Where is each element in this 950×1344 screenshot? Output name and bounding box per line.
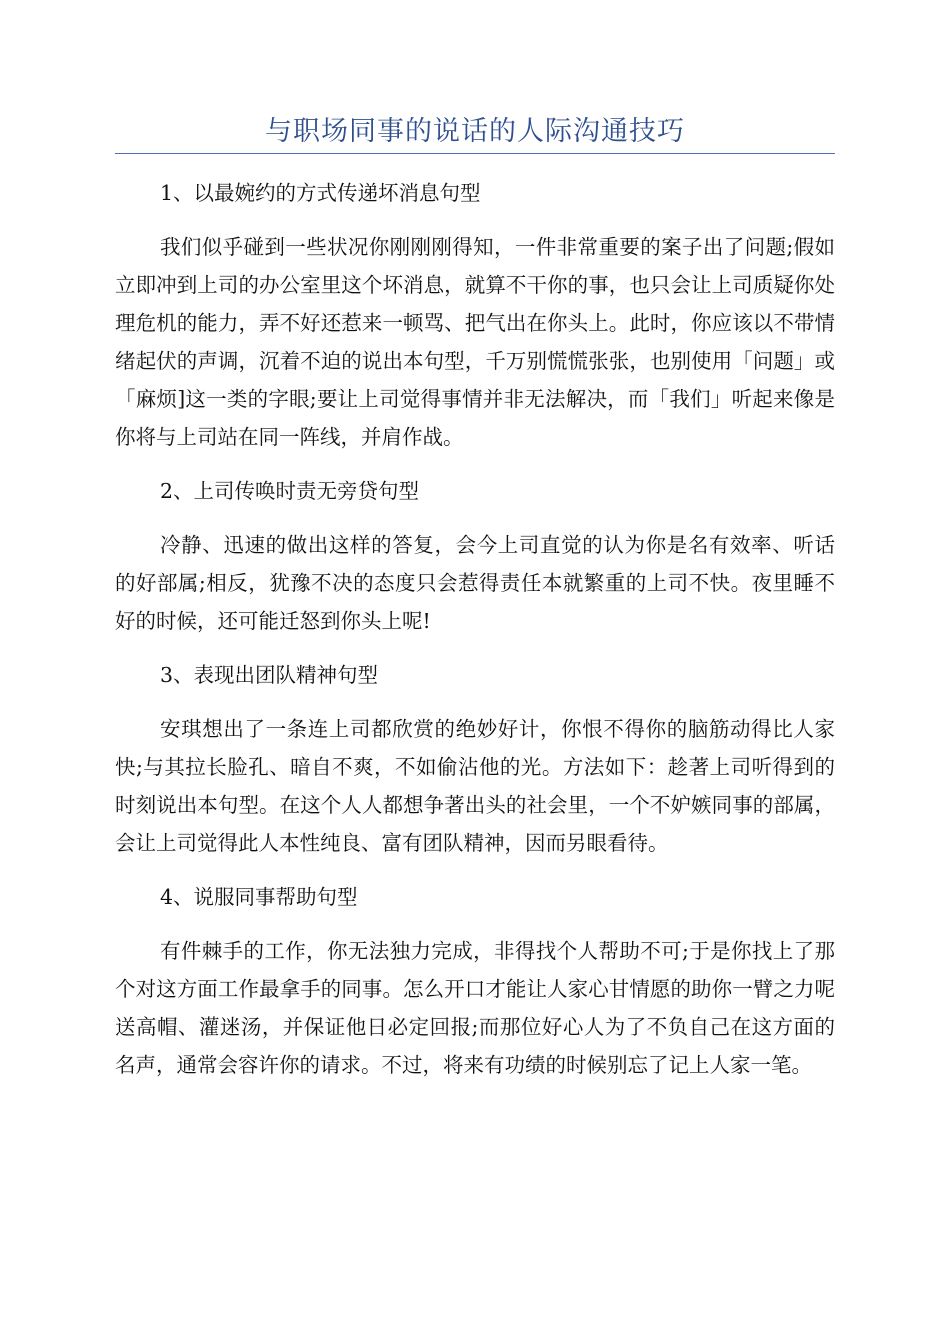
section-paragraph: 有件棘手的工作，你无法独力完成，非得找个人帮助不可;于是你找上了那个对这方面工作最拿手的同事。怎么开口才能让人家心甘情愿的助你一臂之力呢送高帽、灌迷汤，并保证他日必定回报;而那位好心人为了不负自己在这方面的名声，通常会容许你的请求。不过，将来有功绩的时候别忘了记上人家一笔。 xyxy=(115,939,835,1077)
title-underline xyxy=(115,153,835,154)
section-3 xyxy=(115,656,835,878)
section-heading: 1、以最婉约的方式传递坏消息句型 xyxy=(160,181,481,205)
section-heading: 2、上司传唤时责无旁贷句型 xyxy=(160,479,420,503)
section-1 xyxy=(115,174,835,472)
section-4 xyxy=(115,878,835,1084)
section-heading: 3、表现出团队精神句型 xyxy=(160,663,379,687)
section-heading: 4、说服同事帮助句型 xyxy=(160,885,358,909)
section-paragraph: 冷静、迅速的做出这样的答复，会今上司直觉的认为你是名有效率、听话的好部属;相反，犹豫不决的态度只会惹得责任本就繁重的上司不快。夜里睡不好的时候，还可能迁怒到你头上呢! xyxy=(115,533,835,633)
document-body xyxy=(115,174,835,1084)
section-2 xyxy=(115,472,835,656)
document-title: 与职场同事的说话的人际沟通技巧 xyxy=(265,116,685,147)
section-paragraph: 安琪想出了一条连上司都欣赏的绝妙好计，你恨不得你的脑筋动得比人家快;与其拉长脸孔、暗自不爽，不如偷沾他的光。方法如下：趁著上司听得到的时刻说出本句型。在这个人人都想争著出头的社会里，一个不妒嫉同事的部属，会让上司觉得此人本性纯良、富有团队精神，因而另眼看待。 xyxy=(115,717,835,855)
section-paragraph: 我们似乎碰到一些状况你刚刚刚得知，一件非常重要的案子出了问题;假如立即冲到上司的办公室里这个坏消息，就算不干你的事，也只会让上司质疑你处理危机的能力，弄不好还惹来一顿骂、把气出在你头上。此时，你应该以不带情绪起伏的声调，沉着不迫的说出本句型，千万别慌慌张张，也别使用「问题」或「麻烦]这一类的字眼;要让上司觉得事情并非无法解决，而「我们」听起来像是你将与上司站在同一阵线，并肩作战。 xyxy=(115,235,835,449)
